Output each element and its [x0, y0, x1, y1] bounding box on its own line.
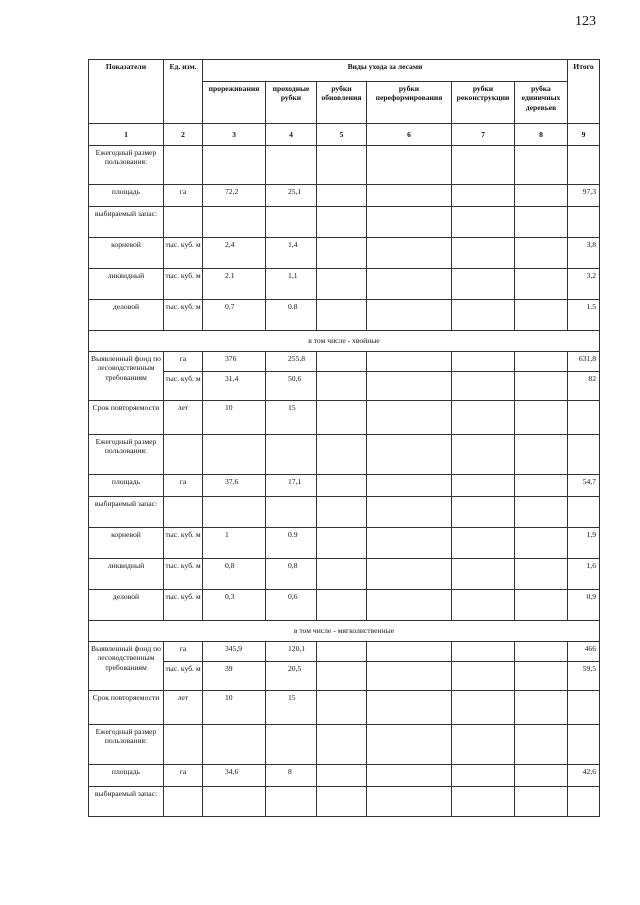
unit-cell: тыс. куб. м — [164, 528, 203, 559]
total-cell: 59,5 — [568, 662, 600, 691]
unit-cell: тыс. куб. м — [164, 269, 203, 300]
section-row — [89, 331, 600, 352]
value-cell: 72,2 — [203, 185, 266, 207]
row-label: площадь — [89, 185, 164, 207]
value-cell: 2,4 — [203, 238, 266, 269]
total-cell: 1.5 — [568, 300, 600, 331]
table-row — [89, 435, 600, 475]
row-label: площадь — [89, 765, 164, 787]
col-number: 7 — [452, 124, 515, 146]
value-cell: 0,8 — [266, 559, 317, 590]
value-cell: 255,8 — [266, 352, 317, 372]
unit-cell: тыс. куб. м — [164, 590, 203, 621]
header-total: Итого — [568, 60, 600, 124]
value-cell: 17,1 — [266, 475, 317, 497]
table-row — [89, 352, 600, 372]
value-cell: 1 — [203, 528, 266, 559]
unit-cell: тыс. куб. м — [164, 238, 203, 269]
table-row — [89, 238, 600, 269]
col-number: 3 — [203, 124, 266, 146]
column-numbers-row — [89, 124, 600, 146]
total-cell: 1,9 — [568, 528, 600, 559]
value-cell: 0,3 — [203, 590, 266, 621]
table-row — [89, 300, 600, 331]
table-row — [89, 207, 600, 238]
unit-cell: лет — [164, 401, 203, 435]
col-number: 9 — [568, 124, 600, 146]
total-cell: 631,8 — [568, 352, 600, 372]
unit-cell: га — [164, 185, 203, 207]
row-label: Срок повторяемости — [89, 691, 164, 725]
header-type-reformation: рубки переформирования — [367, 82, 452, 124]
col-number: 1 — [89, 124, 164, 146]
table-row — [89, 691, 600, 725]
value-cell: 0,7 — [203, 300, 266, 331]
table-row — [89, 475, 600, 497]
total-cell: 1,6 — [568, 559, 600, 590]
page-number: 123 — [575, 14, 596, 29]
unit-cell: га — [164, 475, 203, 497]
col-number: 6 — [367, 124, 452, 146]
value-cell: 120,1 — [266, 642, 317, 662]
value-cell: 20,5 — [266, 662, 317, 691]
value-cell: 31,4 — [203, 372, 266, 401]
section-row — [89, 621, 600, 642]
value-cell: 10 — [203, 401, 266, 435]
header-types-title: Виды ухода за лесами — [203, 60, 568, 82]
value-cell: 15 — [266, 691, 317, 725]
row-label: корневой — [89, 528, 164, 559]
value-cell: 1,4 — [266, 238, 317, 269]
table-row — [89, 765, 600, 787]
total-cell: 97,3 — [568, 185, 600, 207]
header-type-reconstruction: рубки реконструкции — [452, 82, 515, 124]
row-label: выбираемый запас: — [89, 207, 164, 238]
total-cell: 3,8 — [568, 238, 600, 269]
row-label: корневой — [89, 238, 164, 269]
value-cell: 345,9 — [203, 642, 266, 662]
col-number: 4 — [266, 124, 317, 146]
table-row — [89, 787, 600, 817]
table-row — [89, 401, 600, 435]
row-label: Ежегодный размер пользования: — [89, 435, 164, 475]
table-row — [89, 185, 600, 207]
table-row — [89, 725, 600, 765]
total-cell: 3,2 — [568, 269, 600, 300]
total-cell: 82 — [568, 372, 600, 401]
section-title: в том числе - мягколиственные — [89, 621, 600, 642]
value-cell: 0,8 — [203, 559, 266, 590]
unit-cell: лет — [164, 691, 203, 725]
value-cell: 10 — [203, 691, 266, 725]
value-cell: 25,1 — [266, 185, 317, 207]
row-label: деловой — [89, 300, 164, 331]
row-label: Выявленный фонд по лесоводственным требованиям — [89, 352, 164, 401]
header-type-single-trees: рубка единичных деревьев — [515, 82, 568, 124]
value-cell: 8 — [266, 765, 317, 787]
unit-cell: га — [164, 765, 203, 787]
total-cell: 54,7 — [568, 475, 600, 497]
value-cell: 39 — [203, 662, 266, 691]
table-row — [89, 662, 600, 691]
row-label: площадь — [89, 475, 164, 497]
table-row — [89, 642, 600, 662]
value-cell: 376 — [203, 352, 266, 372]
col-number: 5 — [317, 124, 367, 146]
row-label: Ежегодный размер пользования: — [89, 146, 164, 185]
row-label: Ежегодный размер пользования: — [89, 725, 164, 765]
total-cell: 466 — [568, 642, 600, 662]
unit-cell: тыс. куб. м — [164, 559, 203, 590]
header-indicator: Показатели — [89, 60, 164, 124]
row-label: выбираемый запас: — [89, 787, 164, 817]
value-cell: 0.8 — [266, 300, 317, 331]
table-row — [89, 146, 600, 185]
value-cell: 37,6 — [203, 475, 266, 497]
table-row — [89, 372, 600, 401]
total-cell: 0,9 — [568, 590, 600, 621]
value-cell: 34,6 — [203, 765, 266, 787]
total-cell: 42,6 — [568, 765, 600, 787]
col-number: 2 — [164, 124, 203, 146]
header-unit: Ед. изм. — [164, 60, 203, 124]
row-label: ликвидный — [89, 269, 164, 300]
unit-cell: га — [164, 352, 203, 372]
row-label: Срок повторяемости — [89, 401, 164, 435]
unit-cell: тыс. куб. м — [164, 300, 203, 331]
table-row — [89, 528, 600, 559]
section-title: в том числе - хвойные — [89, 331, 600, 352]
forest-care-table — [88, 59, 600, 817]
header-type-renewal: рубки обновления — [317, 82, 367, 124]
value-cell: 0.9 — [266, 528, 317, 559]
header-type-passage: проходные рубки — [266, 82, 317, 124]
row-label: выбираемый запас: — [89, 497, 164, 528]
value-cell: 15 — [266, 401, 317, 435]
unit-cell: тыс. куб. м — [164, 372, 203, 401]
unit-cell: тыс. куб. м — [164, 662, 203, 691]
value-cell: 1,1 — [266, 269, 317, 300]
table-row — [89, 590, 600, 621]
unit-cell: га — [164, 642, 203, 662]
header-type-thinning: прореживания — [203, 82, 266, 124]
table-row — [89, 559, 600, 590]
table-row — [89, 269, 600, 300]
col-number: 8 — [515, 124, 568, 146]
value-cell: 2.1 — [203, 269, 266, 300]
value-cell: 0,6 — [266, 590, 317, 621]
value-cell: 50,6 — [266, 372, 317, 401]
header-row — [89, 60, 600, 82]
row-label: Выявленный фонд по лесоводственным требованиям — [89, 642, 164, 691]
row-label: ликвидный — [89, 559, 164, 590]
table-row — [89, 497, 600, 528]
row-label: деловой — [89, 590, 164, 621]
